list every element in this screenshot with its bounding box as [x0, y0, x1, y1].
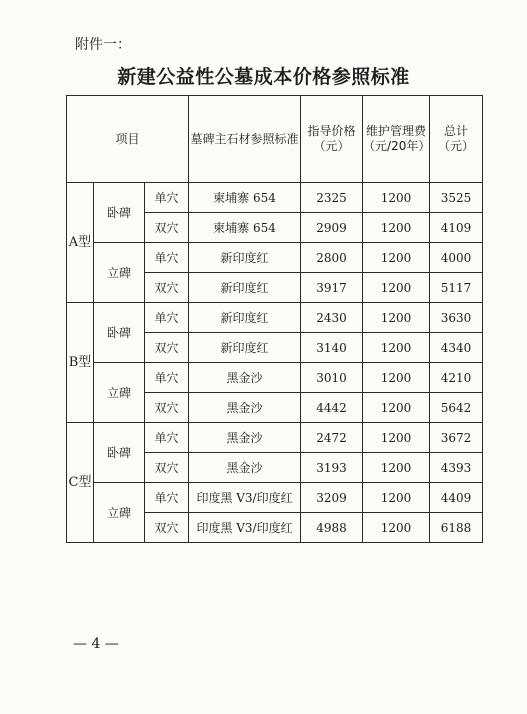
style-cell: 卧碑 — [94, 303, 145, 363]
material-cell: 柬埔寨 654 — [189, 183, 301, 213]
price-cell: 2430 — [301, 303, 363, 333]
header-fee: 维护管理费（元/20年） — [363, 96, 430, 183]
fee-cell: 1200 — [363, 393, 430, 423]
type-cell: B型 — [67, 303, 94, 423]
fee-cell: 1200 — [363, 243, 430, 273]
style-cell: 立碑 — [94, 363, 145, 423]
fee-cell: 1200 — [363, 273, 430, 303]
style-cell: 立碑 — [94, 243, 145, 303]
total-cell: 3525 — [430, 183, 483, 213]
total-cell: 4000 — [430, 243, 483, 273]
cost-standard-table — [66, 95, 483, 543]
material-cell: 黑金沙 — [189, 363, 301, 393]
price-cell: 3140 — [301, 333, 363, 363]
plot-cell: 双穴 — [145, 393, 189, 423]
price-cell: 4442 — [301, 393, 363, 423]
total-cell: 4340 — [430, 333, 483, 363]
price-cell: 3010 — [301, 363, 363, 393]
table-row — [67, 483, 483, 513]
material-cell: 新印度红 — [189, 273, 301, 303]
plot-cell: 双穴 — [145, 273, 189, 303]
header-item: 项目 — [67, 96, 189, 183]
fee-cell: 1200 — [363, 423, 430, 453]
fee-cell: 1200 — [363, 453, 430, 483]
total-cell: 3630 — [430, 303, 483, 333]
material-cell: 新印度红 — [189, 333, 301, 363]
price-cell: 4988 — [301, 513, 363, 543]
total-cell: 4210 — [430, 363, 483, 393]
plot-cell: 单穴 — [145, 423, 189, 453]
type-cell: A型 — [67, 183, 94, 303]
material-cell: 黑金沙 — [189, 453, 301, 483]
total-cell: 3672 — [430, 423, 483, 453]
material-cell: 印度黑 V3/印度红 — [189, 483, 301, 513]
style-cell: 卧碑 — [94, 423, 145, 483]
total-cell: 4393 — [430, 453, 483, 483]
table-row — [67, 243, 483, 273]
fee-cell: 1200 — [363, 333, 430, 363]
material-cell: 黑金沙 — [189, 423, 301, 453]
total-cell: 4109 — [430, 213, 483, 243]
plot-cell: 双穴 — [145, 333, 189, 363]
plot-cell: 单穴 — [145, 243, 189, 273]
price-cell: 2800 — [301, 243, 363, 273]
price-cell: 3193 — [301, 453, 363, 483]
total-cell: 6188 — [430, 513, 483, 543]
style-cell: 立碑 — [94, 483, 145, 543]
material-cell: 黑金沙 — [189, 393, 301, 423]
plot-cell: 单穴 — [145, 483, 189, 513]
price-cell: 3209 — [301, 483, 363, 513]
fee-cell: 1200 — [363, 513, 430, 543]
plot-cell: 双穴 — [145, 453, 189, 483]
plot-cell: 双穴 — [145, 513, 189, 543]
attachment-label: 附件一： — [75, 37, 131, 53]
fee-cell: 1200 — [363, 303, 430, 333]
table-row — [67, 423, 483, 453]
style-cell: 卧碑 — [94, 183, 145, 243]
price-cell: 2325 — [301, 183, 363, 213]
table-body — [67, 183, 483, 543]
table-row — [67, 303, 483, 333]
header-price: 指导价格（元） — [301, 96, 363, 183]
fee-cell: 1200 — [363, 363, 430, 393]
header-material: 墓碑主石材参照标准 — [189, 96, 301, 183]
plot-cell: 单穴 — [145, 363, 189, 393]
plot-cell: 双穴 — [145, 213, 189, 243]
total-cell: 4409 — [430, 483, 483, 513]
price-cell: 3917 — [301, 273, 363, 303]
price-cell: 2909 — [301, 213, 363, 243]
material-cell: 新印度红 — [189, 243, 301, 273]
table-row — [67, 183, 483, 213]
material-cell: 印度黑 V3/印度红 — [189, 513, 301, 543]
plot-cell: 单穴 — [145, 303, 189, 333]
total-cell: 5117 — [430, 273, 483, 303]
document-title: 新建公益性公墓成本价格参照标准 — [117, 66, 410, 88]
table-row — [67, 363, 483, 393]
price-cell: 2472 — [301, 423, 363, 453]
total-cell: 5642 — [430, 393, 483, 423]
page-number: — 4 — — [73, 636, 119, 652]
fee-cell: 1200 — [363, 483, 430, 513]
type-cell: C型 — [67, 423, 94, 543]
material-cell: 柬埔寨 654 — [189, 213, 301, 243]
fee-cell: 1200 — [363, 213, 430, 243]
header-total: 总计（元） — [430, 96, 483, 183]
fee-cell: 1200 — [363, 183, 430, 213]
material-cell: 新印度红 — [189, 303, 301, 333]
plot-cell: 单穴 — [145, 183, 189, 213]
